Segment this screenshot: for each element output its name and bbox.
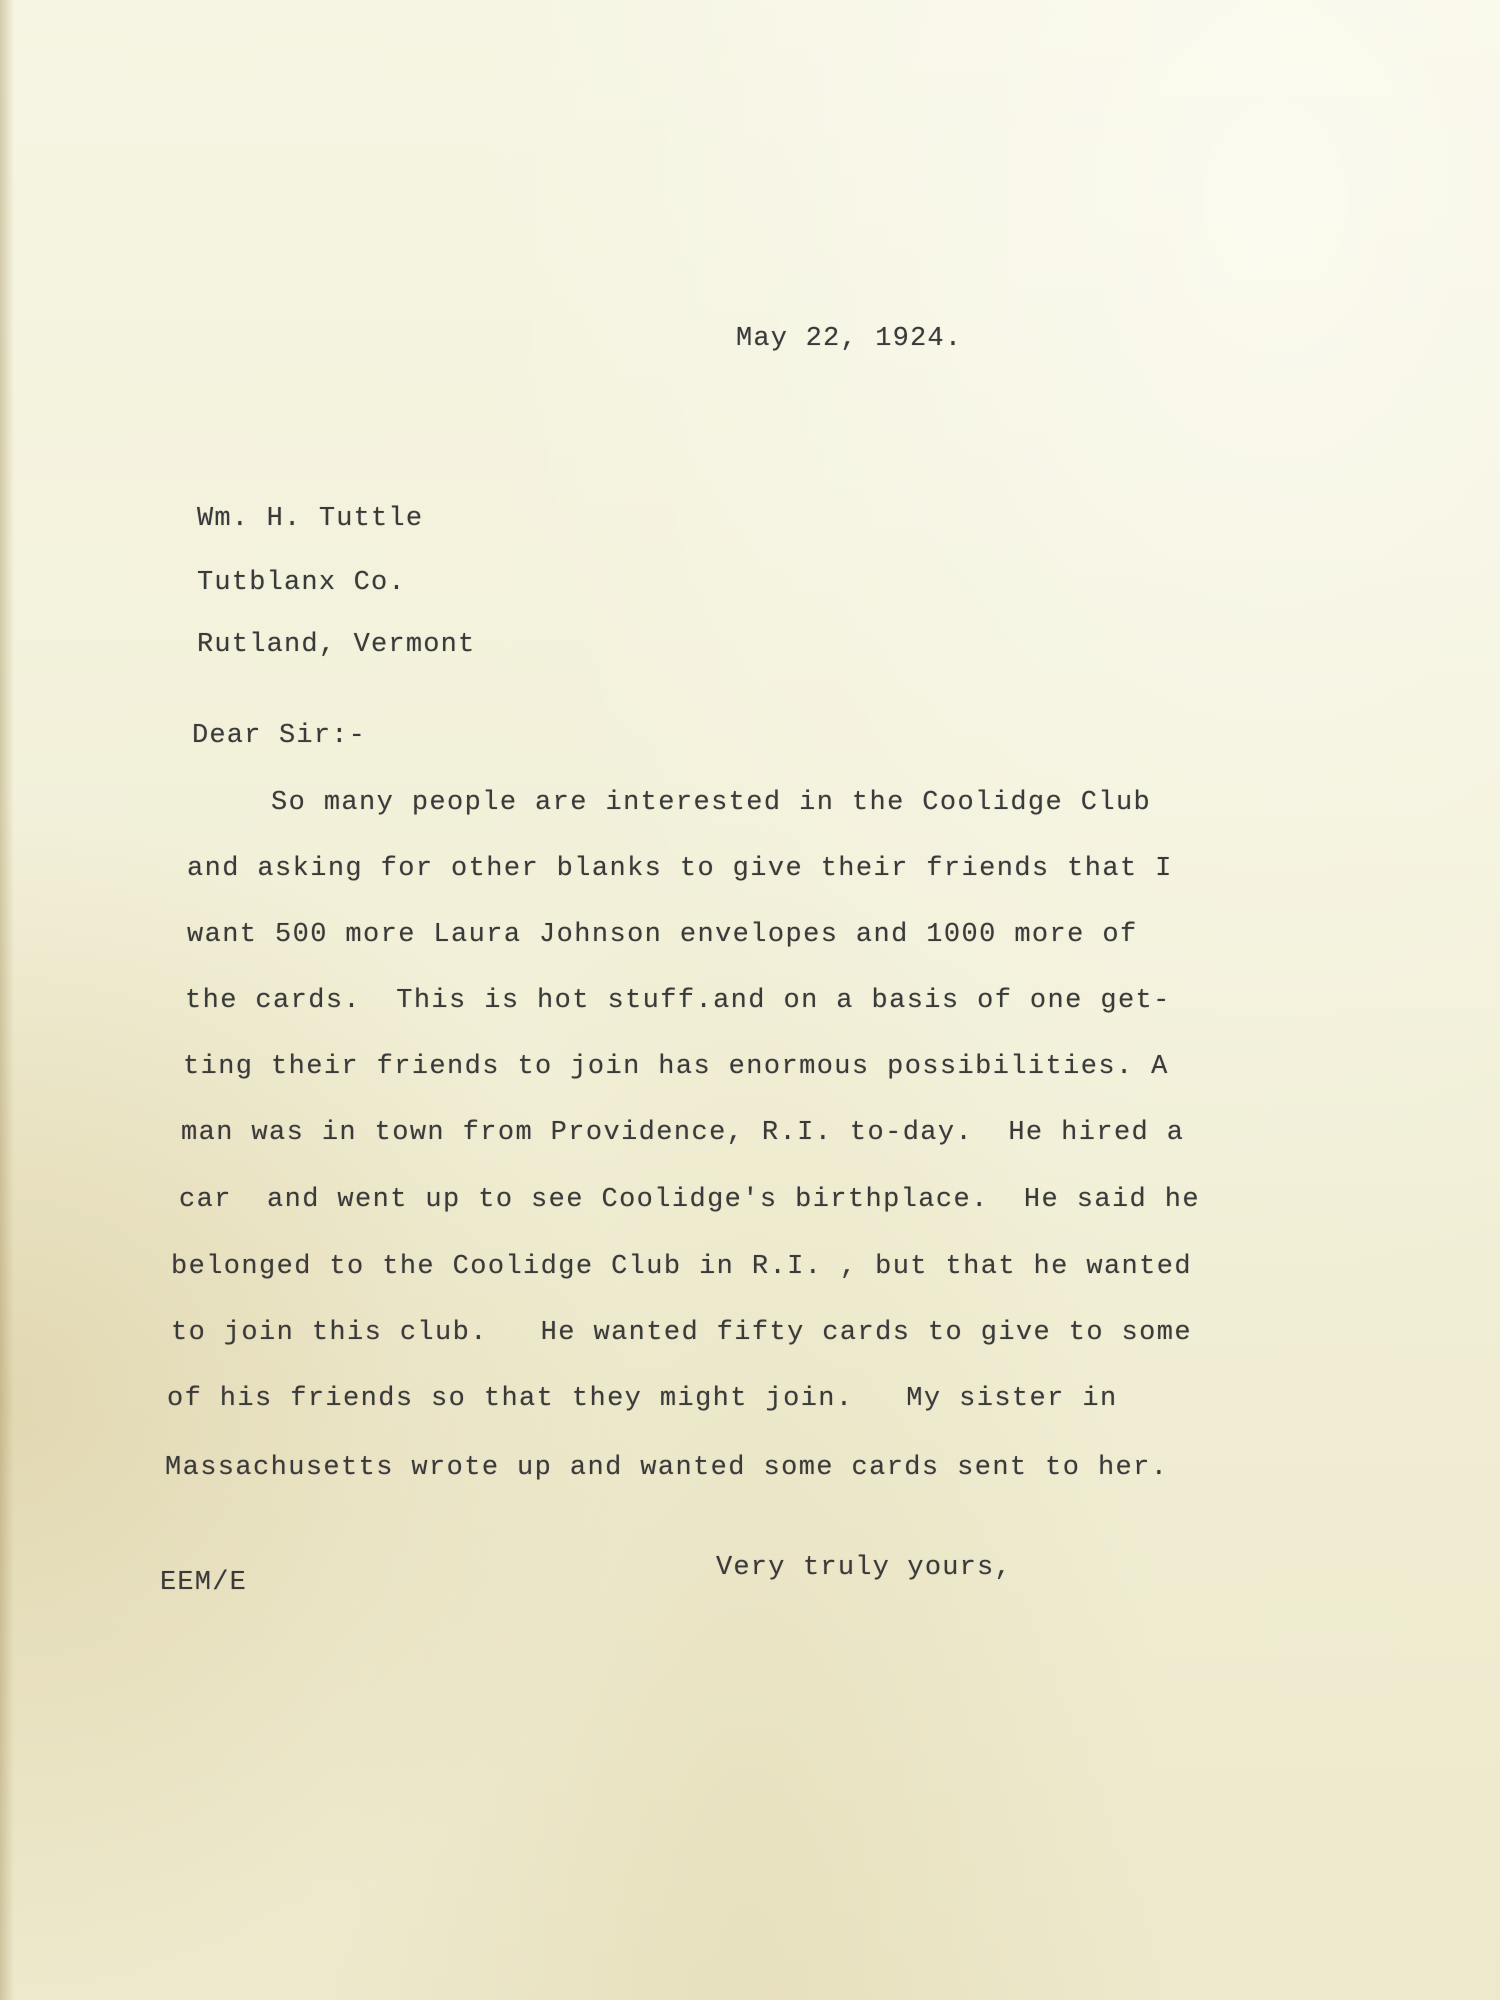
- body-line: Massachusetts wrote up and wanted some cards sent to her.: [165, 1453, 1169, 1483]
- body-line: ting their friends to join has enormous possibilities. A: [183, 1052, 1169, 1082]
- reference-initials: EEM/E: [160, 1568, 248, 1598]
- complimentary-closing: Very truly yours,: [716, 1553, 1012, 1583]
- letter-date: May 22, 1924.: [736, 324, 963, 354]
- body-line: belonged to the Coolidge Club in R.I. , but that he wanted: [171, 1252, 1192, 1282]
- body-line: to join this club. He wanted fifty cards to give to some: [171, 1318, 1192, 1348]
- recipient-name: Wm. H. Tuttle: [197, 504, 424, 534]
- body-line: So many people are interested in the Coolidge Club: [183, 788, 1152, 818]
- salutation: Dear Sir:-: [192, 721, 367, 751]
- body-line: car and went up to see Coolidge's birthplace. He said he: [179, 1185, 1200, 1215]
- recipient-company: Tutblanx Co.: [197, 568, 406, 598]
- body-line: the cards. This is hot stuff.and on a basis of one get-: [185, 986, 1171, 1016]
- body-line: man was in town from Providence, R.I. to-day. He hired a: [181, 1118, 1185, 1148]
- paper-edge-stain: [0, 0, 14, 2000]
- body-line: and asking for other blanks to give their friends that I: [187, 854, 1173, 884]
- body-line: want 500 more Laura Johnson envelopes and 1000 more of: [187, 920, 1138, 950]
- recipient-city: Rutland, Vermont: [197, 630, 476, 660]
- body-line: of his friends so that they might join. My sister in: [167, 1384, 1118, 1414]
